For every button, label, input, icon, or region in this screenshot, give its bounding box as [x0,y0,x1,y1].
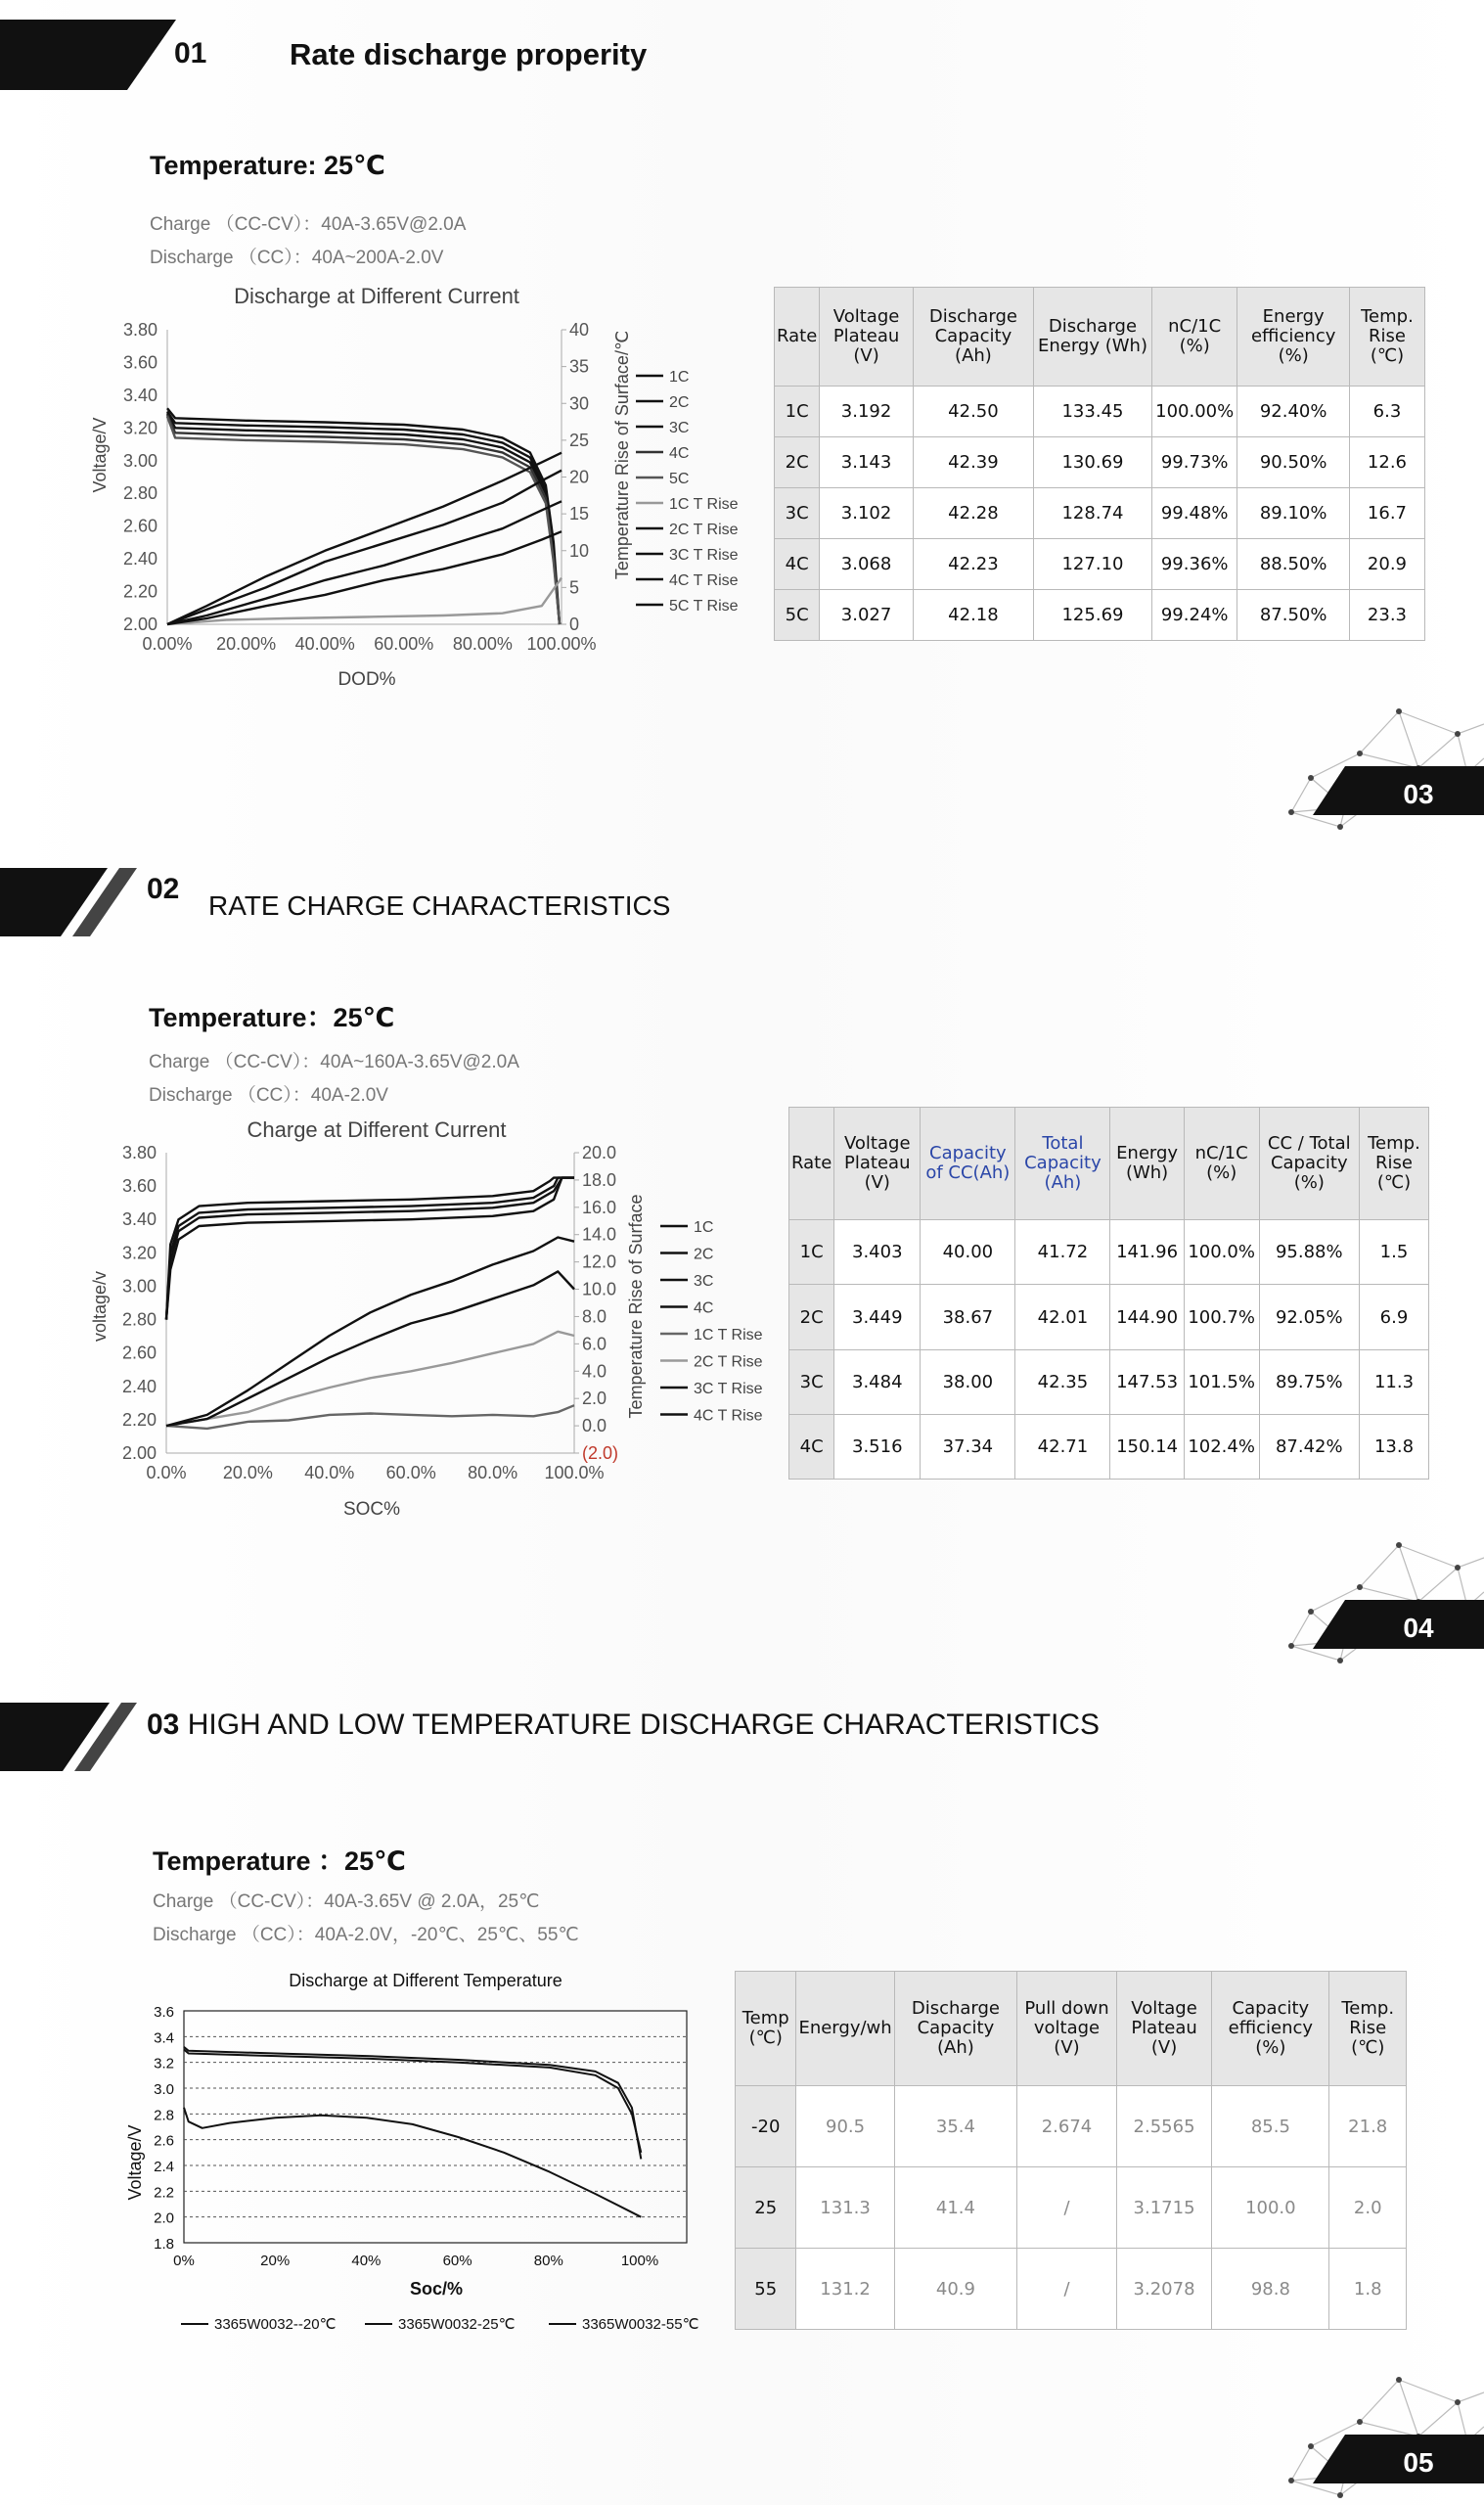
table-cell: 42.39 [913,437,1033,488]
section-number: 02 [147,873,180,905]
table-cell: 3.449 [834,1285,921,1349]
table-cell: 3.2078 [1116,2249,1211,2330]
table-cell: 100.7% [1184,1285,1259,1349]
table-cell: 1.5 [1359,1220,1428,1285]
y2-tick-label: 14.0 [582,1224,617,1245]
table-cell: 4C [789,1414,834,1479]
column-header: Rate [789,1108,834,1220]
series-line [167,471,562,624]
y-tick-label: 2.60 [121,1343,157,1363]
table-cell: 40.9 [894,2249,1016,2330]
x-axis-label: DOD% [337,669,396,690]
table-cell: 42.50 [913,387,1033,437]
legend-label: 3365W0032-55℃ [582,2316,699,2333]
y2-tick-label: 10 [569,540,590,561]
table-cell: 42.71 [1015,1414,1110,1479]
table-cell: 3.027 [820,590,914,641]
table-row [775,590,1425,641]
y-tick-label: 2.6 [154,2132,174,2150]
series-line [184,2108,641,2217]
legend-label: 2C [669,394,690,411]
y2-tick-label: 0 [569,615,580,634]
y-tick-label: 3.40 [121,1209,157,1230]
legend-label: 5C T Rise [669,598,739,615]
legend-label: 3C [694,1273,714,1290]
section-header-shape [0,20,176,90]
x-tick-label: 80% [533,2253,563,2269]
table-cell: 99.36% [1151,539,1237,590]
rate-charge-table [788,1107,1429,1480]
table-cell: 95.88% [1259,1220,1359,1285]
page-badge [1272,2368,1484,2500]
legend-label: 3365W0032--20℃ [214,2316,337,2333]
column-header: Temp. Rise (℃) [1349,288,1424,387]
column-header: Discharge Capacity (Ah) [894,1972,1016,2086]
table-header-row [789,1108,1429,1220]
x-axis-label: Soc/% [409,2279,464,2299]
series-line [166,1178,574,1320]
table-cell: 4C [775,539,820,590]
legend-label: 4C [694,1299,714,1317]
table-cell: 100.0 [1212,2167,1329,2249]
table-header-row [736,1972,1407,2086]
table-cell: 87.42% [1259,1414,1359,1479]
y-tick-label: 2.20 [121,1409,157,1430]
column-header: Voltage Plateau (V) [1116,1972,1211,2086]
x-tick-label: 20.00% [216,634,277,654]
legend-label: 2C T Rise [669,522,739,538]
y2-tick-label: 20.0 [582,1143,617,1162]
y-tick-label: 2.20 [122,581,157,602]
y-tick-label: 2.00 [122,615,157,634]
table-cell: 20.9 [1349,539,1424,590]
table-row [775,539,1425,590]
column-header: nC/1C (%) [1151,288,1237,387]
y2-tick-label: 10.0 [582,1279,617,1299]
y-tick-label: 3.60 [122,352,157,373]
y2-tick-label: 8.0 [582,1306,607,1327]
y-tick-label: 2.80 [122,483,157,504]
column-header: Rate [775,288,820,387]
page-badge [1272,1533,1484,1665]
column-header: Energy/wh [796,1972,894,2086]
legend-label: 2C [694,1246,714,1263]
legend-label: 4C [669,445,690,462]
table-cell: 101.5% [1184,1349,1259,1414]
x-tick-label: 80.00% [452,634,513,654]
series-line [166,1238,574,1427]
table-cell: 150.14 [1110,1414,1184,1479]
table-cell: 147.53 [1110,1349,1184,1414]
x-tick-label: 0.00% [142,634,193,654]
table-cell: 42.23 [913,539,1033,590]
table-cell: 41.4 [894,2167,1016,2249]
temperature-label: Temperature ：25℃ [153,1846,406,1876]
table-body [736,1972,1407,2330]
y-tick-label: 3.00 [122,450,157,471]
table-cell: 3C [789,1349,834,1414]
y-axis-label: Voltage/V [90,417,110,493]
series-line [166,1332,574,1426]
temperature-label: Temperature：25℃ [149,1003,395,1032]
table-cell: 99.48% [1151,488,1237,539]
table-row [736,2249,1407,2330]
legend-label: 4C T Rise [669,572,739,589]
y-tick-label: 2.2 [154,2184,174,2202]
column-header: Capacity efficiency (%) [1212,1972,1329,2086]
page-number: 03 [1403,779,1434,809]
table-cell: 42.01 [1015,1285,1110,1349]
series-line [166,1178,574,1320]
y2-tick-label: (2.0) [582,1443,619,1463]
table-cell: 98.8 [1212,2249,1329,2330]
charge-condition: Charge （CC-CV）：40A~160A-3.65V@2.0A [149,1052,519,1072]
table-row [789,1349,1429,1414]
table-cell: 6.9 [1359,1285,1428,1349]
column-header: Discharge Energy (Wh) [1034,288,1152,387]
table-cell: 16.7 [1349,488,1424,539]
temperature-label: Temperature: 25℃ [150,151,385,180]
charge-condition: Charge （CC-CV）：40A-3.65V @ 2.0A，25℃ [153,1891,540,1912]
column-header: Discharge Capacity (Ah) [913,288,1033,387]
table-cell: 92.40% [1237,387,1350,437]
table-cell: 6.3 [1349,387,1424,437]
section-title: HIGH AND LOW TEMPERATURE DISCHARGE CHARACTERISTICS [187,1708,1101,1741]
y-tick-label: 3.60 [121,1176,157,1197]
page-number: 04 [1403,1613,1434,1643]
table-cell: 90.5 [796,2086,894,2167]
series-line [184,2047,641,2160]
table-cell: 100.0% [1184,1220,1259,1285]
legend-label: 3C T Rise [669,547,739,564]
discharge-condition: Discharge （CC）：40A-2.0V，-20℃、25℃、55℃ [153,1925,579,1945]
y-tick-label: 2.40 [122,549,157,569]
table-cell: 2C [789,1285,834,1349]
y2-tick-label: 20 [569,467,590,487]
y2-tick-label: 35 [569,356,590,377]
table-cell: 99.73% [1151,437,1237,488]
table-cell: 87.50% [1237,590,1350,641]
series-line [167,413,560,624]
column-header: Voltage Plateau (V) [834,1108,921,1220]
table-cell: 85.5 [1212,2086,1329,2167]
table-cell: 125.69 [1034,590,1152,641]
rate-discharge-table [774,287,1425,641]
series-line [166,1178,574,1320]
table-cell: 127.10 [1034,539,1152,590]
charge-condition: Charge （CC-CV）：40A-3.65V@2.0A [150,214,467,235]
table-cell: 23.3 [1349,590,1424,641]
table-body [789,1108,1429,1480]
x-tick-label: 100% [620,2253,659,2269]
x-tick-label: 0% [173,2253,195,2269]
legend-label: 1C T Rise [669,496,739,513]
y-tick-label: 3.00 [121,1276,157,1297]
y-tick-label: 3.4 [154,2029,174,2047]
table-cell: 38.67 [921,1285,1015,1349]
section-header-shape [0,1703,137,1771]
table-cell: 21.8 [1329,2086,1407,2167]
table-cell: 12.6 [1349,437,1424,488]
section-title: RATE CHARGE CHARACTERISTICS [208,890,671,921]
legend-label: 3C [669,420,690,436]
column-header: Temp (℃) [736,1972,796,2086]
y2-tick-label: 40 [569,320,590,340]
section-header-shape [0,868,137,936]
table-cell: 3.403 [834,1220,921,1285]
y-tick-label: 3.2 [154,2055,174,2072]
section-number: 01 [174,37,207,69]
table-cell: 2.0 [1329,2167,1407,2249]
chart-title: Discharge at Different Temperature [289,1971,562,1990]
page-badge [1272,700,1484,832]
table-cell: 141.96 [1110,1220,1184,1285]
discharge-condition: Discharge （CC）：40A~200A-2.0V [150,248,444,268]
x-tick-label: 0.0% [146,1463,187,1482]
table-cell: 11.3 [1359,1349,1428,1414]
y2-tick-label: 16.0 [582,1197,617,1217]
x-tick-label: 80.0% [468,1463,518,1482]
table-cell: 13.8 [1359,1414,1428,1479]
y-tick-label: 3.40 [122,385,157,405]
table-cell: 3.1715 [1116,2167,1211,2249]
table-cell: 3C [775,488,820,539]
column-header: CC / Total Capacity (%) [1259,1108,1359,1220]
x-tick-label: 40% [351,2253,382,2269]
chart-discharge-temperature [117,1957,724,2348]
x-tick-label: 20.0% [222,1463,273,1482]
y-axis-label: Voltage/V [125,2124,145,2201]
table-row [789,1414,1429,1479]
table-cell: 2.674 [1017,2086,1117,2167]
legend-label: 2C T Rise [694,1353,763,1371]
table-cell: 3.484 [834,1349,921,1414]
y2-axis-label: Temperature Rise of Surface/℃ [612,330,632,580]
temperature-discharge-table [735,1971,1407,2330]
column-header: Voltage Plateau (V) [820,288,914,387]
y-tick-label: 2.80 [121,1309,157,1330]
y2-tick-label: 6.0 [582,1334,607,1354]
page-number: 05 [1403,2447,1434,2478]
table-row [789,1285,1429,1349]
table-cell: 42.28 [913,488,1033,539]
x-tick-label: 60% [442,2253,472,2269]
y-tick-label: 3.20 [121,1243,157,1263]
table-row [775,437,1425,488]
table-cell: 131.3 [796,2167,894,2249]
table-cell: 55 [736,2249,796,2330]
table-cell: 3.102 [820,488,914,539]
y2-tick-label: 12.0 [582,1252,617,1272]
table-cell: / [1017,2249,1117,2330]
y2-tick-label: 4.0 [582,1361,607,1382]
y2-tick-label: 18.0 [582,1169,617,1190]
table-cell: 41.72 [1015,1220,1110,1285]
series-line [167,453,562,624]
x-tick-label: 20% [260,2253,291,2269]
legend-label: 3365W0032-25℃ [398,2316,516,2333]
chart-charge-current [78,1111,783,1531]
table-body [775,288,1425,641]
y-tick-label: 1.8 [154,2236,174,2253]
table-row [775,387,1425,437]
x-tick-label: 40.0% [304,1463,355,1482]
y-tick-label: 3.80 [122,320,157,340]
y-axis-label: voltage/v [90,1270,110,1343]
section-title: Rate discharge properity [290,37,648,71]
legend-label: 1C [694,1219,714,1236]
table-cell: 3.068 [820,539,914,590]
legend-label: 4C T Rise [694,1407,763,1425]
column-header: Total Capacity (Ah) [1015,1108,1110,1220]
table-cell: 42.35 [1015,1349,1110,1414]
series-line [184,2050,641,2153]
y2-axis-label: Temperature Rise of Surface [626,1194,646,1419]
table-cell: 88.50% [1237,539,1350,590]
y-tick-label: 3.0 [154,2081,174,2098]
table-cell: 131.2 [796,2249,894,2330]
table-cell: 37.34 [921,1414,1015,1479]
table-cell: 2C [775,437,820,488]
table-cell: 128.74 [1034,488,1152,539]
table-cell: 3.516 [834,1414,921,1479]
y-tick-label: 2.8 [154,2107,174,2124]
section-number: 03 [147,1708,180,1741]
y2-tick-label: 30 [569,393,590,414]
legend-label: 1C T Rise [694,1327,763,1344]
table-cell: / [1017,2167,1117,2249]
column-header: Temp. Rise (℃) [1329,1972,1407,2086]
y-tick-label: 2.60 [122,516,157,536]
table-cell: 144.90 [1110,1285,1184,1349]
table-header-row [775,288,1425,387]
y2-tick-label: 25 [569,430,590,450]
table-cell: 2.5565 [1116,2086,1211,2167]
table-cell: 38.00 [921,1349,1015,1414]
table-cell: 133.45 [1034,387,1152,437]
column-header: Capacity of CC(Ah) [921,1108,1015,1220]
y-tick-label: 2.40 [121,1376,157,1396]
table-cell: 89.75% [1259,1349,1359,1414]
table-cell: 40.00 [921,1220,1015,1285]
x-tick-label: 60.00% [374,634,434,654]
table-cell: 100.00% [1151,387,1237,437]
column-header: Energy efficiency (%) [1237,288,1350,387]
y-tick-label: 2.00 [121,1443,157,1463]
x-tick-label: 100.00% [526,634,597,654]
table-row [775,488,1425,539]
table-cell: 35.4 [894,2086,1016,2167]
x-tick-label: 60.0% [385,1463,436,1482]
x-axis-label: SOC% [342,1499,401,1520]
y2-tick-label: 15 [569,504,590,524]
y2-tick-label: 0.0 [582,1416,607,1436]
column-header: Temp. Rise (℃) [1359,1108,1428,1220]
table-cell: 25 [736,2167,796,2249]
legend-label: 1C [669,369,690,386]
legend-label: 3C T Rise [694,1381,763,1397]
y2-tick-label: 2.0 [582,1389,607,1409]
table-cell: 5C [775,590,820,641]
table-cell: 89.10% [1237,488,1350,539]
table-cell: 130.69 [1034,437,1152,488]
legend-label: 5C [669,471,690,487]
chart-title: Discharge at Different Current [234,284,519,308]
table-cell: 3.143 [820,437,914,488]
column-header: Pull down voltage (V) [1017,1972,1117,2086]
table-cell: 92.05% [1259,1285,1359,1349]
chart-discharge-current [78,274,763,705]
table-cell: 102.4% [1184,1414,1259,1479]
x-tick-label: 40.00% [294,634,355,654]
discharge-condition: Discharge （CC）：40A-2.0V [149,1085,388,1106]
y-tick-label: 3.80 [121,1143,157,1162]
table-cell: 1C [789,1220,834,1285]
y-tick-label: 2.4 [154,2159,174,2175]
section-title-row [147,1708,1100,1742]
table-cell: 99.24% [1151,590,1237,641]
series-line [166,1178,574,1320]
series-line [167,501,562,624]
table-row [736,2086,1407,2167]
y2-tick-label: 5 [569,577,580,598]
table-cell: 1C [775,387,820,437]
column-header: nC/1C (%) [1184,1108,1259,1220]
chart-title: Charge at Different Current [247,1117,507,1142]
table-cell: -20 [736,2086,796,2167]
plot-frame [184,2011,687,2243]
table-cell: 1.8 [1329,2249,1407,2330]
series-line [167,408,560,624]
y-tick-label: 3.6 [154,2004,174,2021]
table-cell: 3.192 [820,387,914,437]
x-tick-label: 100.0% [544,1463,605,1482]
table-cell: 42.18 [913,590,1033,641]
y-tick-label: 2.0 [154,2209,174,2227]
table-row [789,1220,1429,1285]
table-row [736,2167,1407,2249]
table-cell: 90.50% [1237,437,1350,488]
y-tick-label: 3.20 [122,418,157,438]
column-header: Energy (Wh) [1110,1108,1184,1220]
